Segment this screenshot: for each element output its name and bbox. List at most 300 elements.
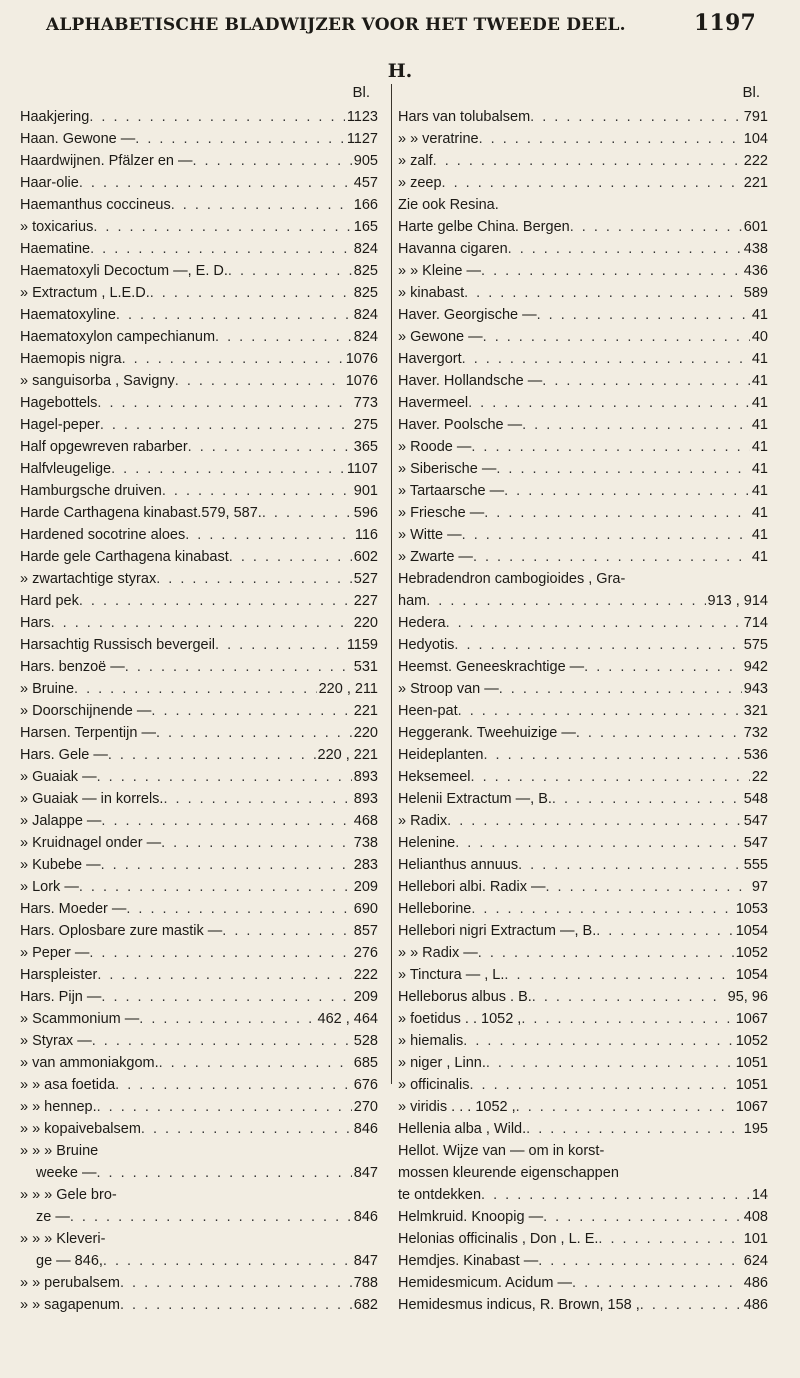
index-entry	[20, 1118, 378, 1140]
entry-name: Helonias officinalis , Don , L. E.	[398, 1231, 599, 1247]
entry-page: 596	[353, 505, 378, 521]
entry-name: weeke —	[36, 1165, 97, 1181]
entry-page: 95, 96	[727, 989, 768, 1005]
entry-page: 40	[751, 329, 768, 345]
entry-name: Heen-pat	[398, 703, 458, 719]
dot-leader	[433, 150, 742, 172]
dot-leader	[215, 634, 345, 656]
entry-name: Harde gele Carthagena kinabast	[20, 549, 229, 565]
index-entry	[398, 106, 768, 128]
entry-page: 536	[743, 747, 768, 763]
entry-page: 738	[353, 835, 378, 851]
index-entry	[20, 1250, 378, 1272]
entry-name: » Scammonium —	[20, 1011, 140, 1027]
dot-leader	[462, 348, 750, 370]
dot-leader	[120, 1272, 352, 1294]
index-entry	[20, 348, 378, 370]
entry-name: » sanguisorba , Savigny	[20, 373, 175, 389]
dot-leader	[116, 304, 352, 326]
entry-page: 1107	[346, 461, 378, 477]
dot-leader	[518, 854, 742, 876]
entry-page: 1054	[735, 923, 768, 939]
index-entry	[398, 392, 768, 414]
entry-name: » Lork —	[20, 879, 79, 895]
index-entry	[398, 1272, 768, 1294]
entry-name: mossen kleurende eigenschappen	[398, 1165, 619, 1181]
dot-leader	[442, 172, 742, 194]
entry-page: 283	[353, 857, 378, 873]
entry-name: » Guaiak —	[20, 769, 97, 785]
entry-name: Haan. Gewone —	[20, 131, 136, 147]
entry-name: » » Kleine —	[398, 263, 482, 279]
index-entry	[20, 1272, 378, 1294]
entry-page: 41	[751, 351, 768, 367]
entry-name: Halfvleugelige	[20, 461, 112, 477]
index-entry	[398, 986, 768, 1008]
entry-name: Zie ook Resina.	[398, 197, 499, 213]
dot-leader	[222, 920, 352, 942]
dot-leader	[175, 370, 344, 392]
entry-page: 41	[751, 527, 768, 543]
index-entry	[20, 744, 378, 766]
index-entry	[398, 634, 768, 656]
dot-leader	[90, 238, 352, 260]
entry-name: » Doorschijnende —	[20, 703, 152, 719]
entry-page: 41	[751, 483, 768, 499]
index-entry	[20, 1162, 378, 1184]
dot-leader	[100, 414, 352, 436]
entry-name: » » Radix —	[398, 945, 478, 961]
entry-name: » » asa foetida	[20, 1077, 116, 1093]
index-entry	[398, 1206, 768, 1228]
dot-leader	[150, 282, 352, 304]
entry-page: 41	[751, 373, 768, 389]
dot-leader	[125, 656, 352, 678]
entry-name: Hellenia alba , Wild.	[398, 1121, 527, 1137]
entry-name: » Witte —	[398, 527, 462, 543]
entry-page: 857	[353, 923, 378, 939]
index-entry	[20, 128, 378, 150]
dot-leader	[89, 106, 344, 128]
entry-name: Hars. Moeder —	[20, 901, 127, 917]
entry-page: 457	[353, 175, 378, 191]
entry-page: 901	[353, 483, 378, 499]
index-entry	[20, 1096, 378, 1118]
entry-name: Helianthus annuus	[398, 857, 519, 873]
dot-leader	[171, 194, 352, 216]
entry-page: 209	[353, 879, 378, 895]
entry-name: Heideplanten	[398, 747, 484, 763]
index-entry	[398, 1140, 768, 1162]
entry-page: 486	[743, 1297, 768, 1313]
index-entry	[398, 744, 768, 766]
dot-leader	[542, 370, 750, 392]
dot-leader	[596, 920, 734, 942]
entry-name: Helleborus albus . B.	[398, 989, 532, 1005]
entry-name: » » hennep.	[20, 1099, 97, 1115]
entry-page: 943	[743, 681, 768, 697]
index-entry	[20, 458, 378, 480]
entry-page: 221	[353, 703, 378, 719]
entry-name: » » kopaivebalsem	[20, 1121, 141, 1137]
index-entry	[20, 1184, 378, 1206]
entry-name: Hardened socotrine aloes	[20, 527, 186, 543]
dot-leader	[545, 876, 749, 898]
index-entry	[398, 128, 768, 150]
entry-name: Havermeel	[398, 395, 469, 411]
entry-page: 195	[743, 1121, 768, 1137]
entry-name: te ontdekken	[398, 1187, 482, 1203]
index-entry	[20, 1052, 378, 1074]
entry-page: 436	[743, 263, 768, 279]
dot-leader	[79, 590, 352, 612]
index-entry	[20, 480, 378, 502]
index-entry	[398, 282, 768, 304]
entry-name: Hellot. Wijze van — om in korst-	[398, 1143, 605, 1159]
entry-page: 547	[743, 813, 768, 829]
entry-page: 942	[743, 659, 768, 675]
dot-leader	[471, 766, 750, 788]
index-entry	[20, 700, 378, 722]
entry-name: » Friesche —	[398, 505, 485, 521]
index-entry	[20, 876, 378, 898]
entry-name: Haemopis nigra	[20, 351, 122, 367]
entry-name: ham	[398, 593, 427, 609]
index-entry	[20, 1294, 378, 1316]
entry-name: Hars van tolubalsem	[398, 109, 531, 125]
section-letter: H.	[387, 60, 413, 82]
dot-leader	[486, 1052, 734, 1074]
dot-leader	[97, 392, 351, 414]
index-entry	[398, 656, 768, 678]
entry-page: 41	[751, 417, 768, 433]
index-entry	[398, 414, 768, 436]
dot-leader	[156, 568, 352, 590]
dot-leader	[262, 502, 352, 524]
index-entry	[398, 546, 768, 568]
entry-page: 365	[353, 439, 378, 455]
entry-page: 220	[353, 725, 378, 741]
index-entry	[20, 304, 378, 326]
entry-page: 846	[353, 1121, 378, 1137]
entry-name: » Peper —	[20, 945, 90, 961]
entry-name: Half opgewreven rabarber	[20, 439, 188, 455]
index-entry	[398, 590, 768, 612]
entry-name: » » » Gele bro-	[20, 1187, 117, 1203]
dot-leader	[446, 612, 742, 634]
dot-leader	[538, 1250, 742, 1272]
entry-page: 685	[353, 1055, 378, 1071]
entry-page: 165	[353, 219, 378, 235]
entry-page: 22	[751, 769, 768, 785]
dot-leader	[532, 986, 726, 1008]
entry-page: 1067	[735, 1011, 768, 1027]
dot-leader	[156, 722, 352, 744]
entry-name: Helmkruid. Knoopig —	[398, 1209, 544, 1225]
entry-name: » Gewone —	[398, 329, 483, 345]
entry-page: 41	[751, 549, 768, 565]
index-entry	[398, 854, 768, 876]
dot-leader	[469, 1074, 733, 1096]
index-entry	[398, 568, 768, 590]
dot-leader	[188, 436, 352, 458]
entry-name: » » » Bruine	[20, 1143, 99, 1159]
index-entry	[398, 1294, 768, 1316]
index-entry	[20, 766, 378, 788]
left-column	[20, 84, 378, 1316]
index-entry	[20, 722, 378, 744]
entry-name: » zeep	[398, 175, 442, 191]
dot-leader	[447, 810, 742, 832]
entry-page: 913 , 914	[707, 593, 768, 609]
entry-name: » Siberische —	[398, 461, 497, 477]
index-entry	[398, 326, 768, 348]
dot-leader	[163, 788, 351, 810]
index-entry	[20, 920, 378, 942]
entry-name: » Roode —	[398, 439, 472, 455]
index-entry	[398, 194, 768, 216]
index-entry	[20, 414, 378, 436]
entry-page: 1076	[345, 373, 378, 389]
entry-page: 104	[743, 131, 768, 147]
entry-name: Haar-olie	[20, 175, 79, 191]
entry-page: 555	[743, 857, 768, 873]
dot-leader	[92, 1030, 352, 1052]
entry-name: Haematoxylon campechianum	[20, 329, 216, 345]
entry-page: 321	[743, 703, 768, 719]
dot-leader	[478, 942, 734, 964]
index-entry	[20, 194, 378, 216]
dot-leader	[504, 964, 733, 986]
index-entry	[20, 964, 378, 986]
entry-name: Haemanthus coccineus	[20, 197, 171, 213]
entry-name: Haver. Hollandsche —	[398, 373, 543, 389]
index-entry	[398, 964, 768, 986]
entry-name: » hiemalis	[398, 1033, 464, 1049]
entry-page: 220 , 211	[318, 681, 378, 697]
entry-name: » van ammoniakgom.	[20, 1055, 159, 1071]
entry-page: 893	[353, 791, 378, 807]
entry-name: » » veratrine	[398, 131, 479, 147]
dot-leader	[97, 1096, 352, 1118]
entry-page: 624	[743, 1253, 768, 1269]
entry-page: 847	[353, 1165, 378, 1181]
index-entry	[398, 458, 768, 480]
index-entry	[398, 920, 768, 942]
entry-page: 1159	[346, 637, 378, 653]
dot-leader	[481, 1184, 750, 1206]
dot-leader	[103, 1250, 352, 1272]
entry-name: » Extractum , L.E.D.	[20, 285, 150, 301]
index-entry	[398, 766, 768, 788]
dot-leader	[462, 524, 750, 546]
entry-name: » Kubebe —	[20, 857, 101, 873]
dot-leader	[120, 1294, 352, 1316]
entry-page: 791	[743, 109, 768, 125]
entry-page: 589	[743, 285, 768, 301]
entry-name: Havanna cigaren	[398, 241, 508, 257]
entry-page: 1067	[735, 1099, 768, 1115]
dot-leader	[426, 590, 705, 612]
dot-leader	[215, 326, 352, 348]
entry-page: 14	[751, 1187, 768, 1203]
entry-page: 1052	[735, 945, 768, 961]
entry-page: 41	[751, 395, 768, 411]
index-entry	[20, 1008, 378, 1030]
dot-leader	[584, 656, 742, 678]
index-entry	[20, 260, 378, 282]
dot-leader	[504, 480, 750, 502]
entry-name: » Kruidnagel onder —	[20, 835, 162, 851]
entry-name: » Tartaarsche —	[398, 483, 505, 499]
index-entry	[20, 612, 378, 634]
entry-name: Harsen. Terpentijn —	[20, 725, 156, 741]
entry-page: 41	[751, 307, 768, 323]
entry-name: Havergort	[398, 351, 462, 367]
index-entry	[20, 150, 378, 172]
index-entry	[398, 370, 768, 392]
dot-leader	[576, 722, 742, 744]
index-entry	[398, 216, 768, 238]
entry-page: 1052	[735, 1033, 768, 1049]
index-entry	[20, 370, 378, 392]
dot-leader	[526, 1118, 742, 1140]
index-entry	[398, 700, 768, 722]
dot-leader	[496, 458, 750, 480]
dot-leader	[521, 1008, 733, 1030]
dot-leader	[97, 964, 351, 986]
entry-page: 222	[743, 153, 768, 169]
dot-leader	[522, 414, 750, 436]
entry-page: 1127	[346, 131, 378, 147]
index-entry	[398, 348, 768, 370]
dot-leader	[70, 1206, 352, 1228]
dot-leader	[126, 898, 351, 920]
entry-page: 602	[353, 549, 378, 565]
dot-leader	[111, 458, 345, 480]
index-entry	[20, 1206, 378, 1228]
entry-name: » zwartachtige styrax	[20, 571, 157, 587]
index-entry	[20, 986, 378, 1008]
dot-leader	[228, 260, 352, 282]
entry-page: 1054	[735, 967, 768, 983]
entry-page: 220	[353, 615, 378, 631]
entry-name: » » » Kleveri-	[20, 1231, 106, 1247]
entry-name: Hard pek	[20, 593, 79, 609]
index-entry	[20, 656, 378, 678]
entry-name: Hagebottels	[20, 395, 98, 411]
entry-name: Helenine	[398, 835, 456, 851]
index-entry	[398, 876, 768, 898]
entry-name: Hedera	[398, 615, 446, 631]
entry-name: » Guaiak — in korrels.	[20, 791, 164, 807]
entry-page: 462 , 464	[317, 1011, 378, 1027]
dot-leader	[471, 436, 750, 458]
index-entry	[398, 678, 768, 700]
index-entry	[20, 854, 378, 876]
index-entry	[20, 1228, 378, 1250]
entry-name: » » sagapenum	[20, 1297, 120, 1313]
index-entry	[398, 150, 768, 172]
entry-page: 676	[353, 1077, 378, 1093]
dot-leader	[97, 766, 352, 788]
entry-name: » viridis . . . 1052 ,	[398, 1099, 516, 1115]
dot-leader	[108, 744, 316, 766]
entry-name: ge — 846,	[36, 1253, 103, 1269]
page-number: 1197	[693, 10, 756, 36]
dot-leader	[570, 216, 742, 238]
entry-page: 846	[353, 1209, 378, 1225]
index-entry	[20, 590, 378, 612]
entry-name: Harde Carthagena kinabast.579, 587.	[20, 505, 262, 521]
entry-page: 788	[353, 1275, 378, 1291]
entry-page: 101	[743, 1231, 768, 1247]
index-entry	[398, 502, 768, 524]
dot-leader	[530, 106, 742, 128]
entry-name: Heemst. Geneeskrachtige —	[398, 659, 585, 675]
dot-leader	[537, 304, 750, 326]
index-entry	[20, 216, 378, 238]
dot-leader	[151, 700, 351, 722]
index-entry	[398, 832, 768, 854]
entry-name: » officinalis	[398, 1077, 470, 1093]
dot-leader	[543, 1206, 742, 1228]
dot-leader	[122, 348, 344, 370]
entry-name: Hars	[20, 615, 51, 631]
entry-page: 1076	[345, 351, 378, 367]
dot-leader	[484, 502, 750, 524]
index-entry	[20, 942, 378, 964]
entry-page: 275	[353, 417, 378, 433]
entry-name: Heggerank. Tweehuizige —	[398, 725, 576, 741]
entry-name: Hemidesmicum. Acidum —	[398, 1275, 573, 1291]
dot-leader	[162, 480, 352, 502]
entry-name: Haakjering	[20, 109, 90, 125]
index-entry	[20, 238, 378, 260]
entry-name: Hamburgsche druiven	[20, 483, 162, 499]
dot-leader	[473, 546, 750, 568]
entry-name: Hagel-peper	[20, 417, 100, 433]
dot-leader	[458, 700, 742, 722]
entry-name: Haver. Poolsche —	[398, 417, 523, 433]
dot-leader	[471, 898, 733, 920]
dot-leader	[483, 326, 750, 348]
dot-leader	[115, 1074, 352, 1096]
dot-leader	[455, 832, 742, 854]
right-column-heading: Bl.	[742, 84, 760, 101]
dot-leader	[468, 392, 750, 414]
index-entry	[398, 810, 768, 832]
index-entry	[20, 326, 378, 348]
entry-name: Hars. benzoë —	[20, 659, 125, 675]
dot-leader	[508, 238, 742, 260]
index-entry	[20, 172, 378, 194]
entry-page: 824	[353, 241, 378, 257]
entry-name: Haematoxyli Decoctum —, E. D.	[20, 263, 228, 279]
index-entry	[20, 1074, 378, 1096]
entry-page: 1051	[735, 1055, 768, 1071]
entry-page: 547	[743, 835, 768, 851]
entry-name: Hedyotis	[398, 637, 455, 653]
entry-page: 222	[353, 967, 378, 983]
entry-page: 1123	[346, 109, 378, 125]
entry-name: » toxicarius	[20, 219, 94, 235]
dot-leader	[572, 1272, 742, 1294]
entry-page: 276	[353, 945, 378, 961]
index-entry	[20, 502, 378, 524]
entry-name: » Tinctura — , L.	[398, 967, 505, 983]
entry-page: 601	[743, 219, 768, 235]
